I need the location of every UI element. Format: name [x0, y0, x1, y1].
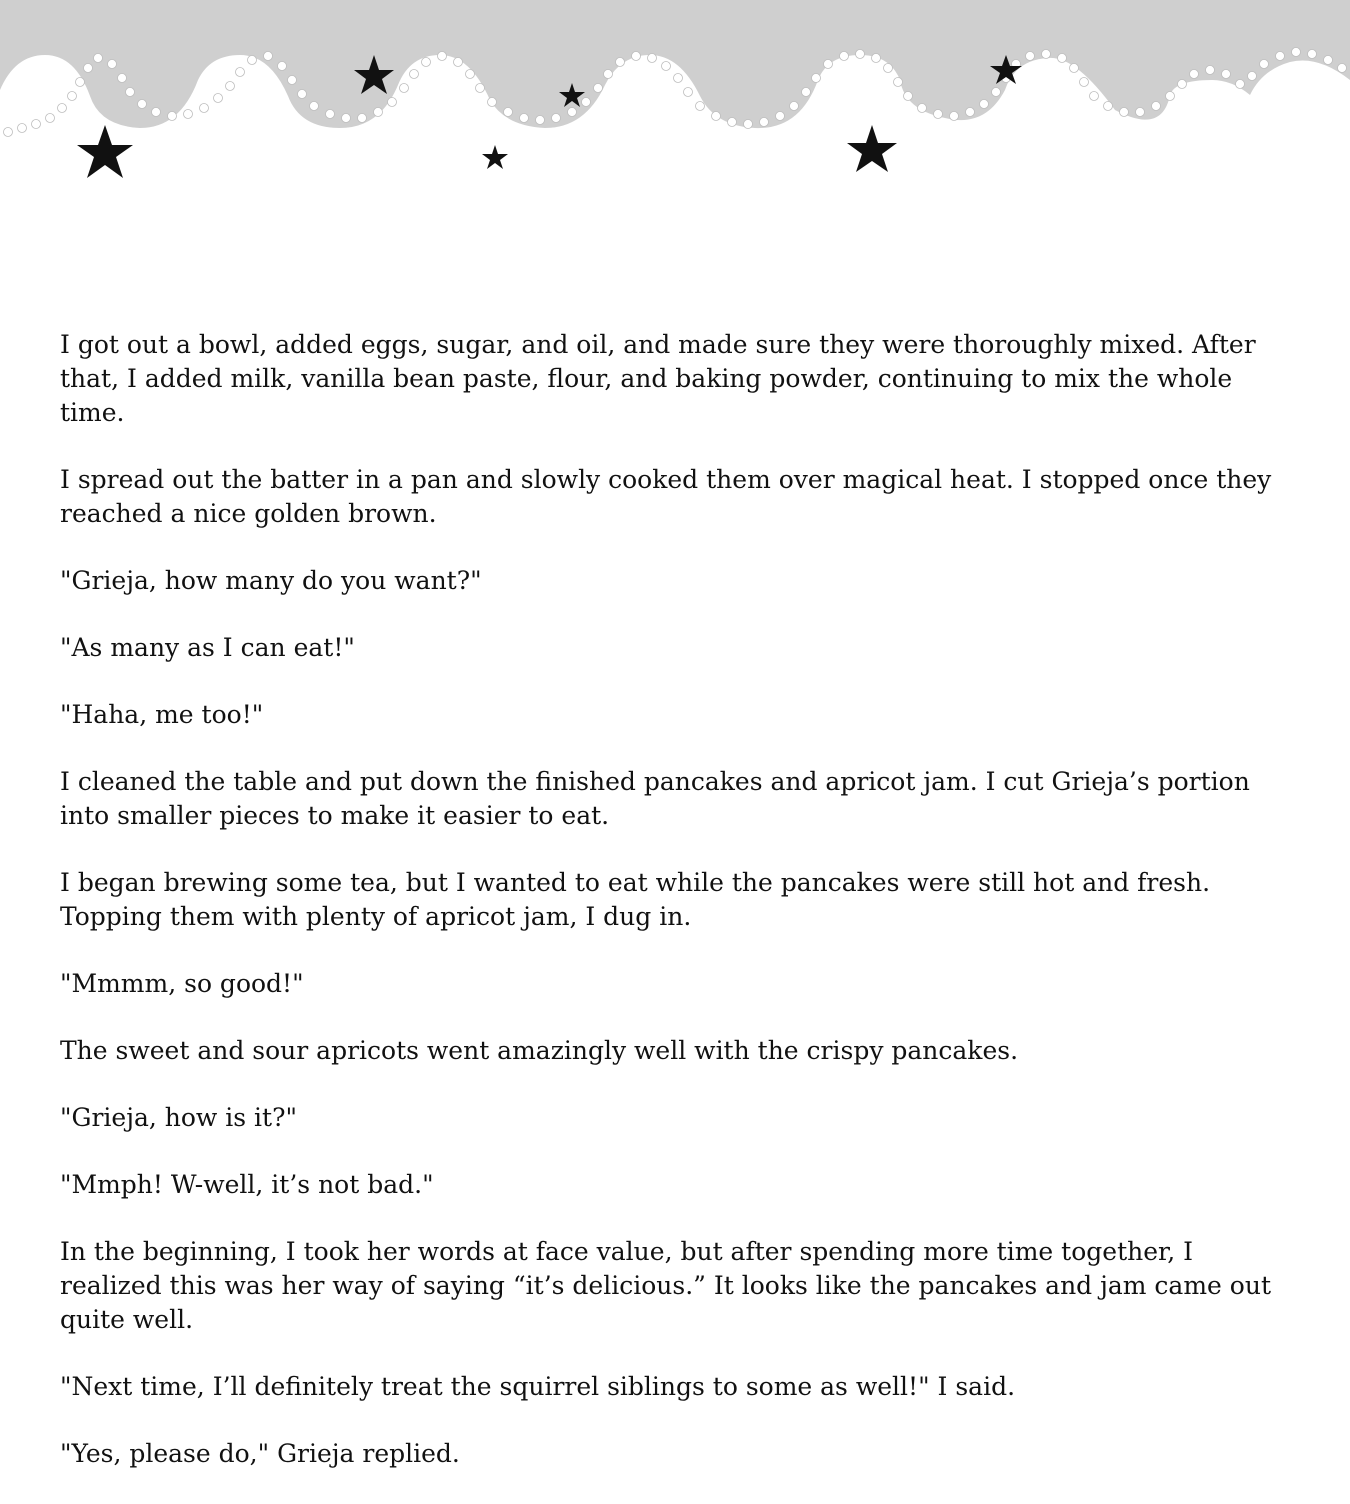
dialogue-line: "Grieja, how many do you want?": [60, 566, 482, 595]
dialogue-line: "Mmmm, so good!": [60, 969, 304, 998]
paragraph: I cleaned the table and put down the finished pancakes and apricot jam. I cut Grieja’s portion into smaller pieces to make it easier to eat.: [60, 767, 1250, 830]
scalloped-header-decoration: [0, 0, 1350, 200]
paragraph: I spread out the batter in a pan and slowly cooked them over magical heat. I stopped once they reached a nice golden brown.: [60, 465, 1272, 528]
dialogue-line: "Next time, I’ll definitely treat the squirrel siblings to some as well!" I said.: [60, 1372, 1016, 1401]
paragraph: I began brewing some tea, but I wanted to eat while the pancakes were still hot and fresh. Topping them with plenty of apricot jam, I dug in.: [60, 868, 1211, 931]
star-icon: [77, 125, 133, 178]
star-icon: [482, 145, 508, 169]
dialogue-line: "Grieja, how is it?": [60, 1103, 297, 1132]
dialogue-line: "Yes, please do," Grieja replied.: [60, 1439, 460, 1468]
paragraph: The sweet and sour apricots went amazingly well with the crispy pancakes.: [60, 1036, 1019, 1065]
story-text: [60, 328, 1300, 1504]
dialogue-line: "As many as I can eat!": [60, 633, 355, 662]
dialogue-line: "Haha, me too!": [60, 700, 264, 729]
paragraph: In the beginning, I took her words at face value, but after spending more time together, I realized this was her way of saying “it’s delicious.” It looks like the pancakes and jam came out quite well.: [60, 1237, 1271, 1334]
dialogue-line: "Mmph! W-well, it’s not bad.": [60, 1170, 434, 1199]
paragraph: I got out a bowl, added eggs, sugar, and oil, and made sure they were thoroughly mixed. After that, I added milk, vanilla bean paste, flour, and baking powder, continuing to mix the whole time.: [60, 330, 1256, 427]
star-icon: [847, 125, 897, 172]
